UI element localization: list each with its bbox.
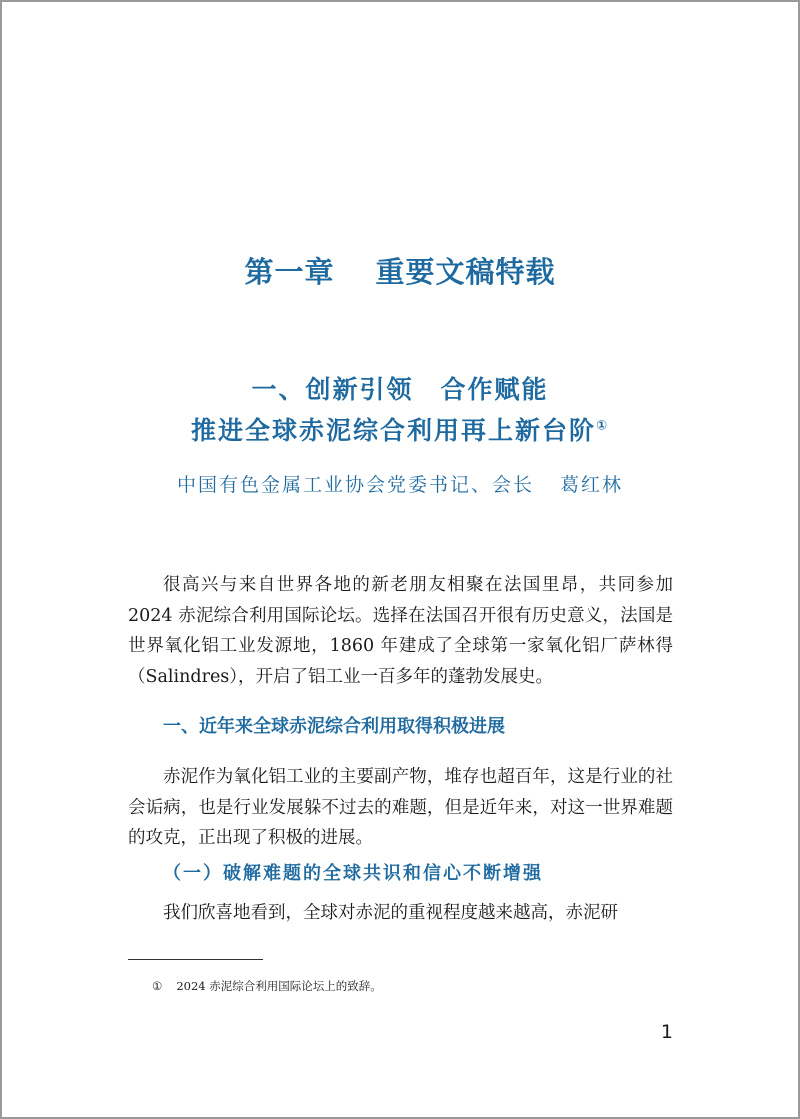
footnote-reference[interactable]: ①	[596, 418, 610, 434]
footnote	[152, 978, 382, 994]
section-title-line2-text: 推进全球赤泥综合利用再上新台阶	[190, 416, 596, 445]
author-line	[0, 470, 800, 497]
footnote-divider	[128, 959, 263, 960]
subsection-heading-1: （一）破解难题的全球共识和信心不断增强	[163, 863, 543, 884]
section-heading-1: 一、近年来全球赤泥综合利用取得积极进展	[163, 716, 505, 737]
footnote-text: 2024 赤泥综合利用国际论坛上的致辞。	[176, 979, 382, 993]
section-title-line2	[0, 413, 800, 449]
author-name: 葛红林	[560, 474, 624, 496]
page-number: 1	[660, 1021, 673, 1043]
body-paragraph-1: 很高兴与来自世界各地的新老朋友相聚在法国里昂，共同参加 2024 赤泥综合利用国际论坛。选择在法国召开很有历史意义，法国是世界氧化铝工业发源地，1860 年建成了全球第一家氧化铝厂萨林得（Salindres），开启了铝工业一百多年的蓬勃发展史。	[128, 575, 673, 687]
body-paragraph-2: 赤泥作为氧化铝工业的主要副产物，堆存也超百年，这是行业的社会诟病，也是行业发展躲不过去的难题，但是近年来，对这一世界难题的攻克，正出现了积极的进展。	[128, 767, 673, 849]
section-title-line1: 一、创新引领 合作赋能	[251, 375, 549, 404]
body-paragraph-3: 我们欣喜地看到，全球对赤泥的重视程度越来越高，赤泥研	[163, 903, 618, 923]
footnote-number: ①	[152, 979, 163, 993]
author-role: 中国有色金属工业协会党委书记、会长	[176, 474, 534, 496]
chapter-title: 第一章 重要文稿特载	[244, 255, 556, 289]
